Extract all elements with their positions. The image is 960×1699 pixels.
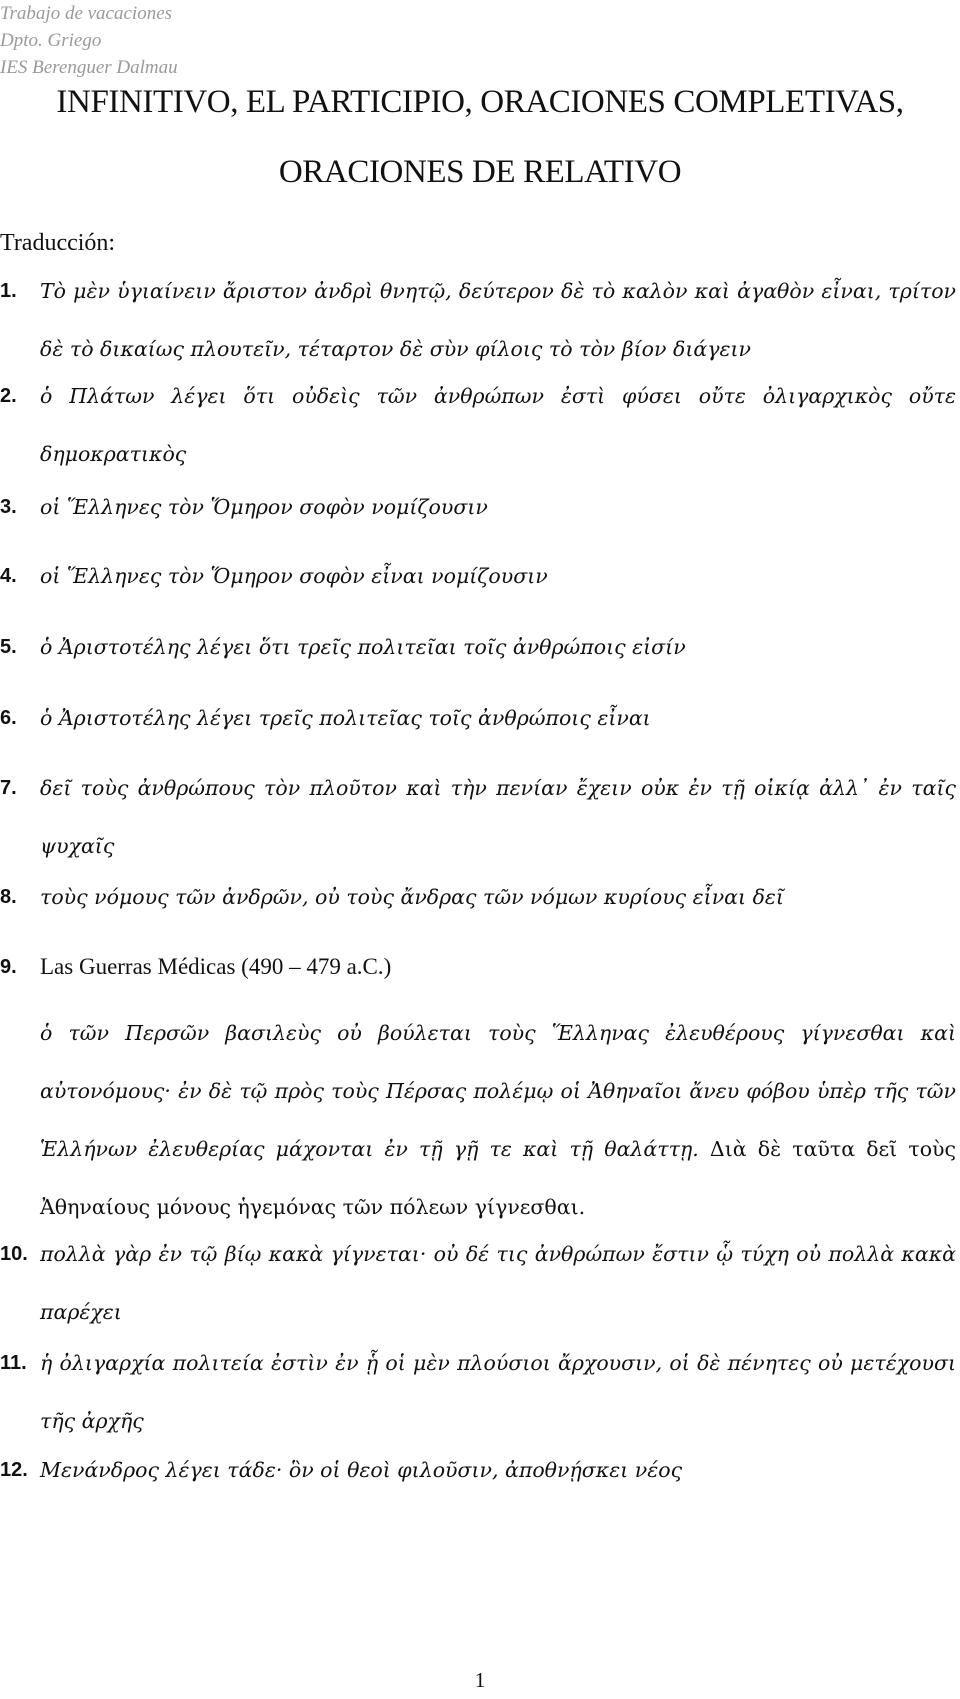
document-title-line-2: ORACIONES DE RELATIVO bbox=[278, 154, 682, 190]
exercise-item-2 bbox=[0, 367, 960, 483]
item-text: ὁ Πλάτων λέγει ὅτι οὐδεὶς τῶν ἀνθρώπων ἐστὶ φύσει οὔτε ὀλιγαρχικὸς οὔτε δημοκρατικὸς bbox=[40, 384, 956, 466]
exercise-item-9 bbox=[0, 938, 960, 996]
exercise-item-6 bbox=[0, 689, 960, 747]
item-text: Μενάνδρος λέγει τάδε· ὃν οἱ θεοὶ φιλοῦσιν, ἀποθνῄσκει νέος bbox=[40, 1458, 683, 1482]
header-line-department: Dpto. Griego bbox=[0, 30, 102, 51]
passage-part-1: ὁ τῶν Περσῶν βασιλεὺς οὐ βούλεται τοὺς Ἕλληνας ἐλευθέρους γίγνεσθαι καὶ αὐτονόμους· ἐν δὲ τῷ πρὸς τοὺς Πέρσας πολέμῳ οἱ Ἀθηναῖοι ἄνευ φόβου ὑπὲρ τῆς τῶν Ἑλλήνων ἐλευθερίας μάχονται ἐν τῇ γῇ τε καὶ τῇ θαλάττῃ. bbox=[40, 1021, 956, 1161]
item-number: 8. bbox=[0, 886, 17, 908]
document-header bbox=[0, 0, 178, 81]
item-number: 10. bbox=[0, 1243, 28, 1265]
item-text: τοὺς νόμους τῶν ἀνδρῶν, οὐ τοὺς ἄνδρας τῶν νόμων κυρίους εἶναι δεῖ bbox=[40, 885, 784, 909]
exercise-item-12 bbox=[0, 1441, 960, 1499]
item-text: Τὸ μὲν ὑγιαίνειν ἄριστον ἀνδρὶ θνητῷ, δεύτερον δὲ τὸ καλὸν καὶ ἀγαθὸν εἶναι, τρίτον δὲ τὸ δικαίως πλουτεῖν, τέταρτον δὲ σὺν φίλοις τὸ τὸν βίον διάγειν bbox=[40, 279, 956, 361]
item-text: Las Guerras Médicas (490 – 479 a.C.) bbox=[40, 954, 392, 979]
exercise-item-11 bbox=[0, 1334, 960, 1450]
document-title-line-1: INFINITIVO, EL PARTICIPIO, ORACIONES COMPLETIVAS, bbox=[56, 84, 904, 120]
item-number: 11. bbox=[0, 1352, 27, 1374]
exercise-item-5 bbox=[0, 618, 960, 676]
exercise-item-4 bbox=[0, 547, 960, 605]
item-number: 3. bbox=[0, 496, 17, 518]
exercise-item-7 bbox=[0, 759, 960, 875]
item-number: 5. bbox=[0, 636, 17, 658]
section-label: Traducción: bbox=[0, 230, 116, 256]
item-number: 4. bbox=[0, 565, 17, 587]
item-text: ἡ ὀλιγαρχία πολιτεία ἐστὶν ἐν ᾗ οἱ μὲν πλούσιοι ἄρχουσιν, οἱ δὲ πένητες οὐ μετέχουσι τῆς ἀρχῆς bbox=[40, 1351, 956, 1433]
item-text: πολλὰ γὰρ ἐν τῷ βίῳ κακὰ γίγνεται· οὐ δέ τις ἀνθρώπων ἔστιν ᾧ τύχη οὐ πολλὰ κακὰ παρέχει bbox=[40, 1242, 956, 1324]
item-number: 7. bbox=[0, 777, 17, 799]
page-number: 1 bbox=[474, 1668, 486, 1692]
passage-paragraph bbox=[40, 1004, 956, 1236]
item-text: ὁ Ἀριστοτέλης λέγει τρεῖς πολιτεῖας τοῖς ἀνθρώποις εἶναι bbox=[40, 706, 651, 730]
item-number: 6. bbox=[0, 707, 17, 729]
item-text: οἱ Ἕλληνες τὸν Ὅμηρον σοφὸν εἶναι νομίζουσιν bbox=[40, 564, 548, 588]
exercise-item-8 bbox=[0, 868, 960, 926]
item-number: 2. bbox=[0, 385, 17, 407]
header-line-course: Trabajo de vacaciones bbox=[0, 3, 173, 24]
exercise-item-1 bbox=[0, 262, 960, 378]
item-text: δεῖ τοὺς ἀνθρώπους τὸν πλοῦτον καὶ τὴν πενίαν ἔχειν οὐκ ἐν τῇ οἰκίᾳ ἀλλ᾽ ἐν ταῖς ψυχαῖς bbox=[40, 776, 956, 858]
item-text: ὁ Ἀριστοτέλης λέγει ὅτι τρεῖς πολιτεῖαι τοῖς ἀνθρώποις εἰσίν bbox=[40, 635, 686, 659]
exercise-item-10 bbox=[0, 1225, 960, 1341]
passage-part-2: Διὰ δὲ ταῦτα δεῖ τοὺς Ἀθηναίους μόνους ἡγεμόνας τῶν πόλεων γίγνεσθαι. bbox=[40, 1137, 956, 1219]
exercise-item-3 bbox=[0, 478, 960, 536]
item-number: 9. bbox=[0, 956, 17, 978]
item-number: 1. bbox=[0, 280, 17, 302]
header-line-school: IES Berenguer Dalmau bbox=[0, 57, 178, 78]
item-text: οἱ Ἕλληνες τὸν Ὅμηρον σοφὸν νομίζουσιν bbox=[40, 495, 488, 519]
item-number: 12. bbox=[0, 1459, 28, 1481]
